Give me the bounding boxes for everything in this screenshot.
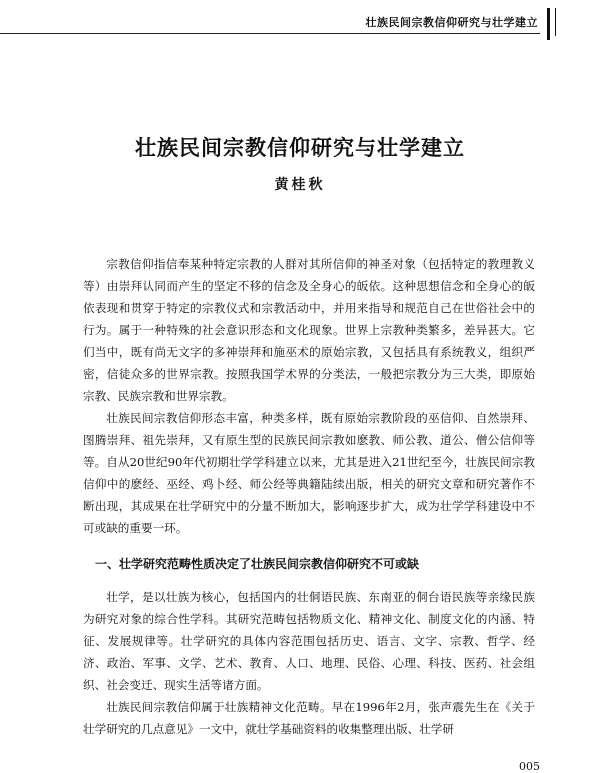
paragraph-zhuangology: 壮学，是以壮族为核心，包括国内的壮侗语民族、东南亚的侗台语民族等亲缘民族为研究对象的综合性学科。其研究范畴包括物质文化、精神文化、制度文化的内涵、特征、发展规律等。壮学研究的具体内容范围包括历史、语言、文字、宗教、哲学、经济、政治、军事、文学、艺术、教育、人口、地理、民俗、心理、科技、医药、社会组织、社会变迁、现实生活等诸方面。 <box>83 590 535 692</box>
article-body <box>83 253 535 740</box>
running-header: 壮族民间宗教信仰研究与壮学建立 <box>365 16 538 29</box>
paragraph-intro: 宗教信仰指信奉某种特定宗教的人群对其所信仰的神圣对象（包括特定的教理教义等）由崇拜认同而产生的坚定不移的信念及全身心的皈依。这种思想信念和全身心的皈依表现和贯穿于特定的宗教仪式和宗教活动中，并用来指导和规范自己在世俗社会中的行为。属于一种特殊的社会意识形态和文化现象。世界上宗教种类繁多，差异甚大。它们当中，既有尚无文字的多神崇拜和施巫术的原始宗教，又包括具有系统教义，组织严密，信徒众多的世界宗教。按照我国学术界的分类法，一般把宗教分为三大类，即原始宗教、民族宗教和世界宗教。 <box>83 257 535 403</box>
section-heading-1: 一、壮学研究范畴性质决定了壮族民间宗教信仰研究不可或缺 <box>95 557 420 571</box>
paragraph-overview: 壮族民间宗教信仰形态丰富，种类多样，既有原始宗教阶段的巫信仰、自然崇拜、图腾崇拜、祖先崇拜，又有原生型的民族民间宗教如麽教、师公教、道公、僧公信仰等等。自从20世纪90年代初期壮学学科建立以来，尤其是进入21世纪至今，壮族民间宗教信仰中的麽经、巫经、鸡卜经、师公经等典籍陆续出版，相关的研究文章和研究著作不断出现，其成果在壮学研究中的分量不断加大，影响逐步扩大，成为壮学学科建设中不可或缺的重要一环。 <box>83 411 535 535</box>
page-number: 005 <box>519 760 540 773</box>
article-title: 壮族民间宗教信仰研究与壮学建立 <box>135 135 465 160</box>
header-bar <box>547 8 550 40</box>
header-bar-thin <box>555 8 556 36</box>
paragraph-spiritual-culture: 壮族民间宗教信仰属于壮族精神文化范畴。早在1996年2月，张声震先生在《关于壮学研究的几点意见》一文中，就壮学基础资料的收集整理出版、壮学研 <box>83 700 535 736</box>
header-rule <box>0 33 540 34</box>
article-author: 黄桂秋 <box>274 177 326 193</box>
